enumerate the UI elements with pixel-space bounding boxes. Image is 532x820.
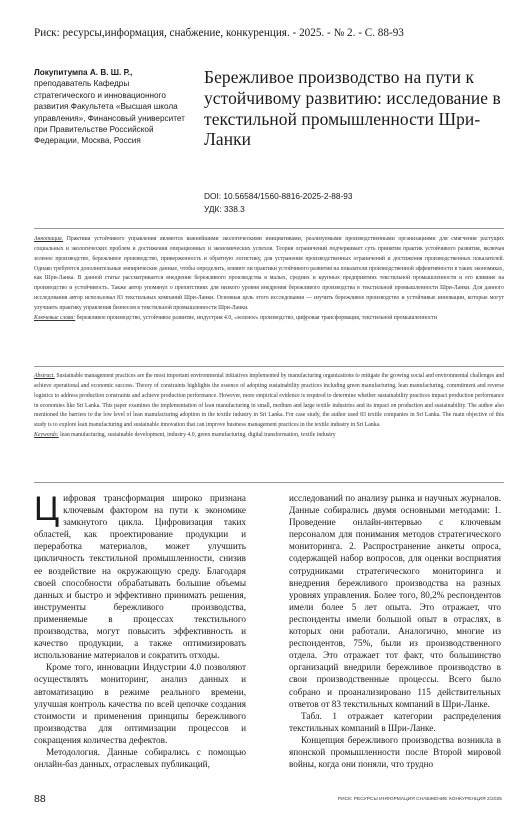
keywords-ru-label: Ключевые слова:	[34, 314, 76, 321]
author-affiliation: преподаватель Кафедры стратегического и инновационного развития Факультета «Высшая школа управления», Финансовый университет при Правительстве Российской Федерации, Москва, Россия	[34, 79, 185, 146]
abstract-en-label: Abstract.	[34, 373, 55, 379]
abstract-en-text: Sustainable management practices are the most important environmental initiatives implemented by manufacturing organizations to mitigate the growing social and environmental challenges and achieve operational and economic success. Theory of constraints highlights the essence of adopting sustainability practices including green manufacturing, lean manufacturing, commitment and reverse logistics to address production constraints and achieve production performance. However, more empirical evidence is required to determine whether sustainability practices impact production performance in economies like Sri Lanka. This paper examines the implementation of lean manufacturing in small, medium and large textile industries and its impact on production and sustainability. The author also mentioned the barriers to the low level of lean manufacturing adoption in the textile industry in Sri Lanka. For case study, the author used 83 textile companies in Sri Lanka. The main objective of this study is to explore lean manufacturing and sustainable innovation that can improve business management practices in the textile industry in Sri Lanka.	[34, 373, 504, 429]
body-paragraph: Концепция бережливого производства возникла в японской промышленности после Второй мировой войны, когда они поняли, что трудно	[289, 734, 501, 770]
abstract-ru-text: Практики устойчивого управления являются важнейшими экологическими инициативами, реализуемыми производственными организациями для смягчения растущих социальных и экологических проблем и достижения операционных и экономических успехов. Теория ограничений подчеркивает суть принятия практик устойчивого развития, включая зеленое производство, бережливое производство, приверженность и обратную логистику, для устранения производственных ограничений и достижения производственных показателей. Однако требуются дополнительные эмпирические данные, чтобы определить, влияют ли практики устойчивого развития на показатели производственной эффективности в таких экономиках, как Шри-Ланка. В данной статье рассматривается внедрение бережливого производства в малых, средних и крупных предприятиях текстильной промышленности и его влияние на производство и устойчивость. Также автор упомянул о препятствиях для низкого уровня внедрения бережливого производства в текстильной промышленности Шри-Ланки. Для данного исследования автор использовал 83 текстильных компаний Шри-Ланки. Основная цель этого исследования — изучить бережливое производство и устойчивые инновации, которые могут улучшить практику управления бизнесом в текстильной промышленности Шри-Ланки.	[34, 236, 504, 311]
doi[interactable]: DOI: 10.56584/1560-8816-2025-2-88-93	[204, 191, 353, 201]
article-title: Бережливое производство на пути к устойчивому развитию: исследование в текстильной промышленности Шри-Ланки	[204, 67, 501, 150]
body-paragraph: исследований по анализу рынка и научных журналов. Данные собирались двумя основными методами: 1. Проведение онлайн-интервью с ключевым персоналом для понимания методов стратегического мониторинга. 2. Распространение анкеты опроса, содержащей набор вопросов, для оценки восприятия сотрудниками стратегического мониторинга и внедрения бережливого производства на разных уровнях управления. Более того, 80,2% респондентов имели более 5 лет опыта. Это отражает, что респонденты имели большой опыт в отраслях, в которых они работали. Аналогично, многие из респондентов, 75%, были из производственного отдела. Это отражает тот факт, что большинство организаций внедрили бережливое производство в свои производственные процессы. Всего было собрано и проанализировано 115 действительных ответов от 83 текстильных компаний в Шри-Ланке.	[289, 493, 501, 709]
body-column-right	[289, 492, 501, 770]
body-paragraph: Табл. 1 отражает категории распределения текстильных компаний в Шри-Ланке.	[289, 710, 501, 733]
drop-cap: Ц	[34, 490, 60, 528]
body-paragraph: ифровая трансформация широко признана ключевым фактором на пути к экономике замкнутого цикла. Цифровизация таких областей, как проектирование продукции и переработка материалов, может улучшить цикличность текстильной промышленности, снизив ее воздействие на окружающую среду. Благодаря своей способности обрабатывать большие объемы данных и быстро и эффективно принимать решения, инструменты бережливого производства, применяемые в процессах текстильного производства, могут повысить эффективность и качество продукции, а также оптимизировать использование материалов и сократить отходы.	[34, 493, 246, 661]
divider-middle	[34, 366, 504, 367]
divider-bottom	[34, 482, 504, 483]
udk: УДК: 338.3	[204, 204, 245, 214]
author-name: Локупитумпа А. В. Ш. Р.,	[34, 68, 133, 77]
keywords-ru: бережливое производство, устойчивое развитие, индустрия 4.0, «зеленое» производство, цифровая трансформация, текстильной промышленности	[76, 314, 438, 321]
keywords-en-label: Keywords:	[34, 432, 59, 439]
abstract-en	[34, 372, 504, 441]
divider-top	[34, 228, 504, 229]
article-meta	[204, 190, 504, 216]
abstract-ru-label: Аннотация.	[34, 236, 64, 242]
keywords-en: lean manufacturing, sustainable development, industry 4.0, green manufacturing, digital transformation, textile industry	[60, 432, 336, 439]
running-header: Риск: ресурсы,информация, снабжение, конкуренция. - 2025. - № 2. - С. 88-93	[34, 27, 404, 39]
abstract-ru	[34, 235, 504, 324]
journal-footer: РИСК: РЕСУРСЫ ИНФОРМАЦИЯ СНАБЖЕНИЕ КОНКУРЕНЦИЯ 2/2025	[337, 797, 502, 802]
body-paragraph: Методология. Данные собирались с помощью онлайн-баз данных, отраслевых публикаций,	[34, 746, 246, 770]
author-block	[34, 67, 189, 147]
body-column-left	[34, 492, 246, 770]
body-paragraph: Кроме того, инновации Индустрии 4.0 позволяют осуществлять мониторинг, анализ данных и автоматизацию в режиме реального времени, улучшая контроль качества по всей цепочке создания стоимости и применения принципы бережливого производства для оптимизации процессов и сокращения количества дефектов.	[34, 662, 246, 745]
page-number: 88	[34, 793, 46, 805]
